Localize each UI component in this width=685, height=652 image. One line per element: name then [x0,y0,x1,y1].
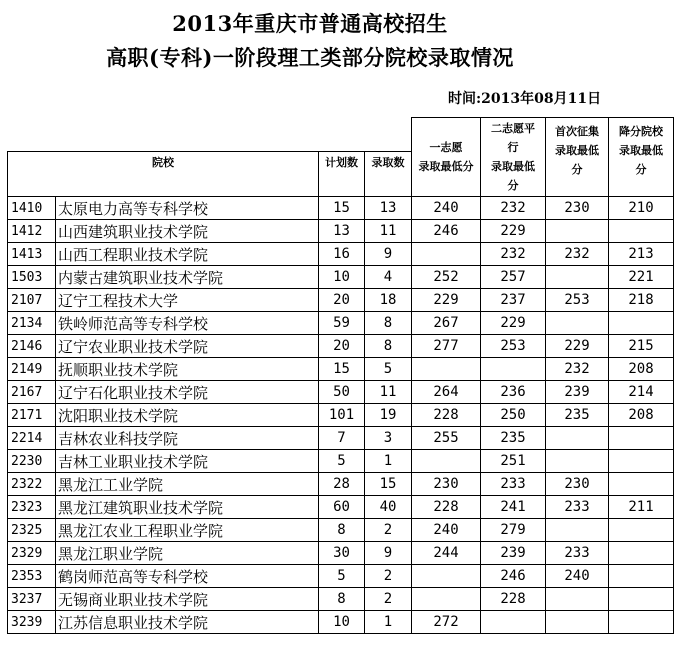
first-choice-score [412,565,481,588]
school-code: 2134 [8,312,56,335]
first-choice-score: 246 [412,220,481,243]
table-row [8,243,674,266]
school-code: 1412 [8,220,56,243]
col-header-second-choice-line: 二志愿平 [491,122,535,135]
plan-count: 16 [319,243,365,266]
school-code: 2325 [8,519,56,542]
plan-count: 10 [319,266,365,289]
admitted-count: 11 [365,220,412,243]
first-choice-score: 240 [412,519,481,542]
first-choice-score: 228 [412,496,481,519]
table-row [8,358,674,381]
second-choice-score: 232 [481,197,546,220]
school-code: 2353 [8,565,56,588]
lowered-score: 211 [609,496,674,519]
first-choice-score: 228 [412,404,481,427]
school-code: 2329 [8,542,56,565]
second-choice-score [481,358,546,381]
school-name: 鹤岗师范高等专科学校 [56,565,319,588]
col-header-lowered [609,118,674,197]
second-choice-score: 229 [481,312,546,335]
first-solicit-score [546,519,609,542]
plan-count: 15 [319,197,365,220]
school-code: 2171 [8,404,56,427]
first-solicit-score: 235 [546,404,609,427]
first-choice-score: 230 [412,473,481,496]
col-header-first-solicit [546,118,609,197]
school-code: 2323 [8,496,56,519]
first-choice-score: 267 [412,312,481,335]
col-header-first-solicit-line: 录取最低 [555,144,599,157]
school-code: 1503 [8,266,56,289]
admission-table [7,117,674,634]
admitted-count: 13 [365,197,412,220]
table-row [8,197,674,220]
plan-count: 10 [319,611,365,634]
first-choice-score: 272 [412,611,481,634]
second-choice-score: 279 [481,519,546,542]
lowered-score [609,473,674,496]
school-code: 2149 [8,358,56,381]
table-row [8,312,674,335]
first-solicit-score [546,312,609,335]
school-name: 山西建筑职业技术学院 [56,220,319,243]
col-header-plan: 计划数 [319,152,365,197]
second-choice-score: 239 [481,542,546,565]
second-choice-score: 228 [481,588,546,611]
school-name: 黑龙江建筑职业技术学院 [56,496,319,519]
plan-count: 30 [319,542,365,565]
admitted-count: 9 [365,542,412,565]
school-name: 沈阳职业技术学院 [56,404,319,427]
first-solicit-score [546,450,609,473]
first-solicit-score: 230 [546,197,609,220]
plan-count: 5 [319,450,365,473]
admitted-count: 19 [365,404,412,427]
plan-count: 13 [319,220,365,243]
admitted-count: 2 [365,565,412,588]
admitted-count: 40 [365,496,412,519]
first-choice-score: 255 [412,427,481,450]
table-row [8,266,674,289]
second-choice-score: 235 [481,427,546,450]
table-row [8,381,674,404]
admitted-count: 4 [365,266,412,289]
table-row [8,220,674,243]
admitted-count: 11 [365,381,412,404]
plan-count: 50 [319,381,365,404]
admitted-count: 1 [365,450,412,473]
first-choice-score: 277 [412,335,481,358]
second-choice-score: 229 [481,220,546,243]
table-row [8,611,674,634]
first-choice-score [412,358,481,381]
admitted-count: 8 [365,312,412,335]
first-solicit-score [546,611,609,634]
lowered-score: 218 [609,289,674,312]
lowered-score: 214 [609,381,674,404]
lowered-score [609,588,674,611]
second-choice-score: 236 [481,381,546,404]
first-solicit-score: 233 [546,496,609,519]
first-solicit-score: 229 [546,335,609,358]
header-blank [8,118,412,152]
school-name: 山西工程职业技术学院 [56,243,319,266]
admitted-count: 1 [365,611,412,634]
plan-count: 8 [319,588,365,611]
admitted-count: 5 [365,358,412,381]
plan-count: 20 [319,289,365,312]
col-header-lowered-line: 分 [635,163,647,176]
admitted-count: 9 [365,243,412,266]
school-name: 吉林工业职业技术学院 [56,450,319,473]
first-solicit-score: 232 [546,243,609,266]
second-choice-score: 246 [481,565,546,588]
lowered-score: 221 [609,266,674,289]
col-header-first-solicit-line: 首次征集 [555,125,599,138]
school-code: 3237 [8,588,56,611]
school-code: 2322 [8,473,56,496]
lowered-score: 210 [609,197,674,220]
table-row [8,427,674,450]
first-choice-score: 252 [412,266,481,289]
plan-count: 7 [319,427,365,450]
second-choice-score: 257 [481,266,546,289]
col-header-lowered-line: 录取最低 [619,144,663,157]
plan-count: 101 [319,404,365,427]
first-choice-score [412,450,481,473]
first-choice-score: 264 [412,381,481,404]
school-code: 2146 [8,335,56,358]
header-row-top [8,118,674,152]
col-header-second-choice [481,118,546,197]
col-header-second-choice-line: 分 [507,179,519,192]
first-solicit-score [546,220,609,243]
plan-count: 5 [319,565,365,588]
lowered-score [609,450,674,473]
admitted-count: 8 [365,335,412,358]
second-choice-score: 232 [481,243,546,266]
table-row [8,565,674,588]
table-row [8,519,674,542]
first-solicit-score: 230 [546,473,609,496]
lowered-score [609,427,674,450]
plan-count: 20 [319,335,365,358]
school-name: 铁岭师范高等专科学校 [56,312,319,335]
lowered-score [609,519,674,542]
school-code: 1413 [8,243,56,266]
school-name: 太原电力高等专科学校 [56,197,319,220]
col-header-second-choice-line: 行 [507,141,519,154]
first-choice-score: 240 [412,197,481,220]
first-solicit-score: 233 [546,542,609,565]
lowered-score [609,565,674,588]
lowered-score: 213 [609,243,674,266]
school-name: 吉林农业科技学院 [56,427,319,450]
school-code: 2107 [8,289,56,312]
plan-count: 8 [319,519,365,542]
second-choice-score: 237 [481,289,546,312]
first-choice-score: 244 [412,542,481,565]
first-solicit-score [546,588,609,611]
second-choice-score: 250 [481,404,546,427]
lowered-score [609,312,674,335]
first-choice-score: 229 [412,289,481,312]
table-row [8,588,674,611]
school-name: 辽宁工程技术大学 [56,289,319,312]
admitted-count: 2 [365,588,412,611]
school-name: 黑龙江农业工程职业学院 [56,519,319,542]
second-choice-score [481,611,546,634]
school-name: 抚顺职业技术学院 [56,358,319,381]
table-row [8,335,674,358]
first-solicit-score: 240 [546,565,609,588]
admitted-count: 15 [365,473,412,496]
second-choice-score: 253 [481,335,546,358]
table-row [8,473,674,496]
table-row [8,542,674,565]
lowered-score: 208 [609,358,674,381]
page-title-line-1: 2013年重庆市普通高校招生 [172,11,448,36]
first-choice-score [412,588,481,611]
admitted-count: 3 [365,427,412,450]
school-name: 黑龙江工业学院 [56,473,319,496]
page-title-line-2: 高职(专科)一阶段理工类部分院校录取情况 [106,45,514,70]
first-solicit-score: 239 [546,381,609,404]
lowered-score [609,542,674,565]
publish-time: 时间:2013年08月11日 [448,91,602,107]
col-header-first-choice [412,118,481,197]
school-name: 内蒙古建筑职业技术学院 [56,266,319,289]
first-solicit-score [546,427,609,450]
school-name: 黑龙江职业学院 [56,542,319,565]
first-solicit-score: 232 [546,358,609,381]
first-solicit-score [546,266,609,289]
col-header-second-choice-line: 录取最低 [491,160,535,173]
table-row [8,450,674,473]
school-code: 1410 [8,197,56,220]
lowered-score: 208 [609,404,674,427]
lowered-score [609,220,674,243]
col-header-admitted: 录取数 [365,152,412,197]
admitted-count: 2 [365,519,412,542]
second-choice-score: 241 [481,496,546,519]
lowered-score [609,611,674,634]
second-choice-score: 233 [481,473,546,496]
col-header-first-choice-line: 一志愿 [429,141,463,154]
table-row [8,496,674,519]
school-name: 辽宁农业职业技术学院 [56,335,319,358]
table-row [8,404,674,427]
plan-count: 28 [319,473,365,496]
col-header-lowered-line: 降分院校 [619,125,663,138]
lowered-score: 215 [609,335,674,358]
plan-count: 60 [319,496,365,519]
second-choice-score: 251 [481,450,546,473]
school-code: 2214 [8,427,56,450]
school-name: 无锡商业职业技术学院 [56,588,319,611]
admitted-count: 18 [365,289,412,312]
first-solicit-score: 253 [546,289,609,312]
school-name: 辽宁石化职业技术学院 [56,381,319,404]
table-row [8,289,674,312]
school-code: 3239 [8,611,56,634]
first-choice-score [412,243,481,266]
school-code: 2167 [8,381,56,404]
plan-count: 15 [319,358,365,381]
school-code: 2230 [8,450,56,473]
school-name: 江苏信息职业技术学院 [56,611,319,634]
col-header-first-solicit-line: 分 [571,163,583,176]
plan-count: 59 [319,312,365,335]
col-header-first-choice-line: 录取最低分 [418,160,474,173]
col-header-school: 院校 [8,152,319,197]
